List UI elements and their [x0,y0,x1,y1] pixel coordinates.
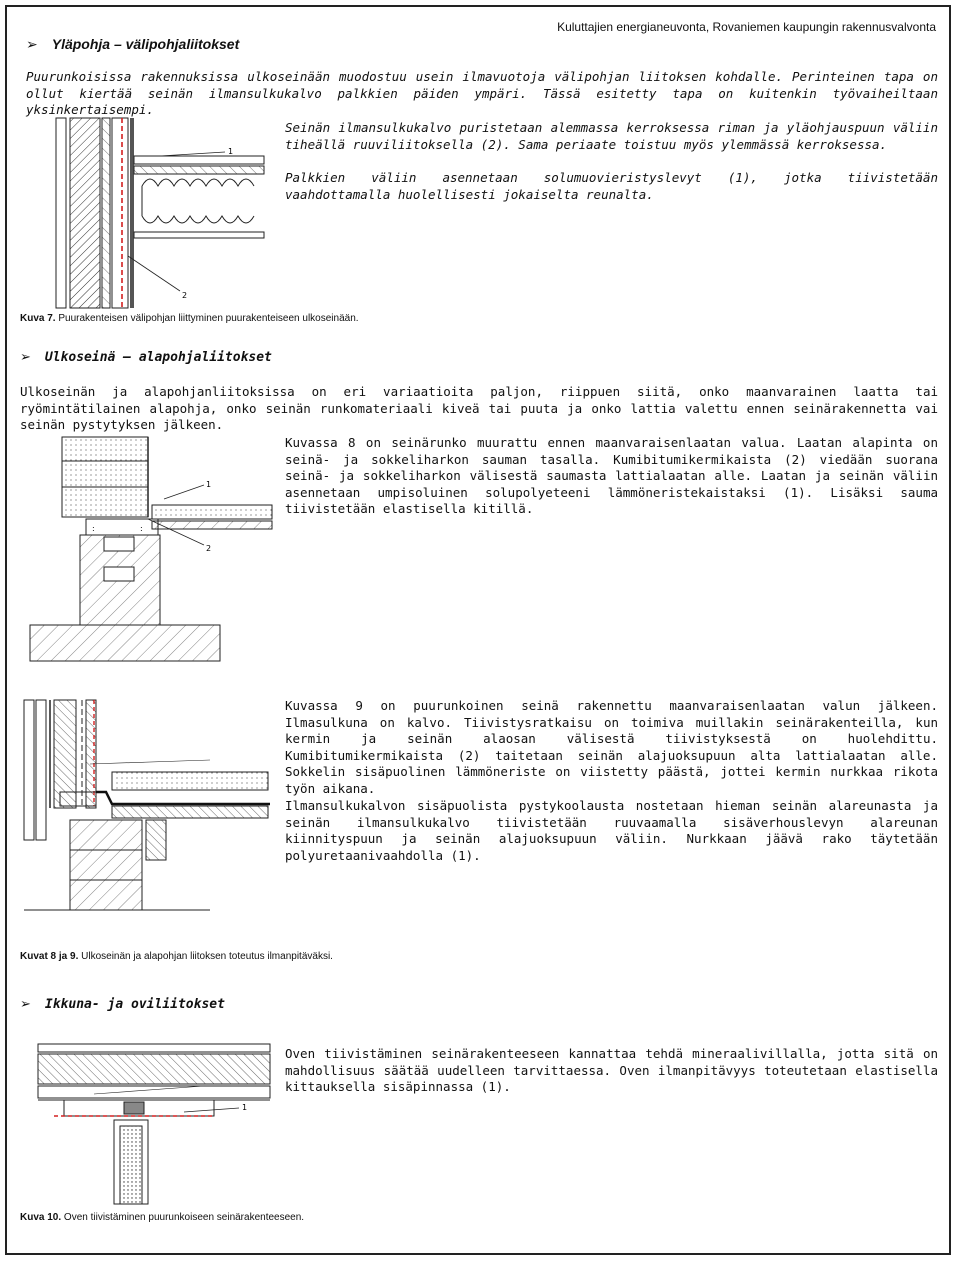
figure-7-caption [20,313,359,324]
figure-8-label-2: 2 [206,544,212,553]
figures-8-9-caption [20,951,333,962]
figure-9-drawing [20,696,270,942]
heading-text: Ikkuna- ja oviliitokset [44,997,225,1012]
caption-text: Ulkoseinän ja alapohjan liitoksen toteutus ilmanpitäväksi. [78,951,333,962]
figure-7-drawing [50,116,270,312]
caption-label: Kuvat 8 ja 9. [20,951,79,962]
figure-9-text-2: Ilmansulkukalvon sisäpuolista pystykoolausta nostetaan hieman seinän alareunasta ja seinän ilmansulkukalvo tiivistetään ruuvaamalla sisäverhouslevyn alareunan kiinnityspuun ja seinän alajuoksupuun väliin. Nurkkaan jäävä rako täytetään polyuretaanivaahdolla (1). [285,798,938,863]
section-heading-ikkuna-oviliitokset [20,997,225,1012]
heading-text: Yläpohja – välipohjaliitokset [51,36,240,52]
bullet-arrow-icon: ➢ [26,37,38,53]
svg-text::: : [92,524,95,533]
section-heading-ulkoseina-alapohja [20,350,272,365]
section-heading-ylapohja [26,36,239,53]
figure-7-text-1: Seinän ilmansulkukalvo puristetaan alemmassa kerroksessa riman ja yläohjauspuun väliin tiheällä ruuviliitoksella (2). Sama periaate toistuu myös ylemmässä kerroksessa. [285,120,938,152]
figure-10-drawing [34,1040,274,1208]
caption-text: Puurakenteisen välipohjan liittyminen puurakenteiseen ulkoseinään. [55,313,359,324]
caption-label: Kuva 10. [20,1212,62,1223]
figure-7-text-2: Palkkien väliin asennetaan solumuovieristyslevyt (1), jotka tiivistetään vaahdottamalla huolellisesti jokaiselta reunalta. [285,170,938,202]
figure-10-caption [20,1212,304,1223]
figure-7-label-1: 1 [228,147,234,156]
figure-9-text-1: Kuvassa 9 on puurunkoinen seinä rakennettu maanvaraisenlaatan valun jälkeen. Ilmasulkuna on kalvo. Tiivistysratkaisu on toimiva muillakin seinärakenteilla, kun kermin ja seinän alaosan välisestä tiivistyksestä on huolehdittu. Kumibitumikermikaista (2) taitetaan seinän alajuoksupuun alta lattialaatan alle. Sokkelin sisäpuolinen lämmöneriste on viistetty päästä, jottei kermin nurkkaa rikota työn aikana. [285,698,938,796]
heading-text: Ulkoseinä – alapohjaliitokset [44,350,272,365]
figure-8-label-1: 1 [206,480,212,489]
organization-header: Kuluttajien energianeuvonta, Rovaniemen kaupungin rakennusvalvonta [557,20,936,34]
intro-paragraph: Puurunkoisissa rakennuksissa ulkoseinään muodostuu usein ilmavuotoja välipohjan liitoksen kohdalle. Perinteinen tapa on ollut kiertää seinän ilmansulkukalvo palkkien päiden ympäri. Tässä esitetty tapa on kuitenkin työvaiheiltaan yksinkertaisempi. [26,69,938,117]
figure-8-drawing [24,433,274,668]
caption-label: Kuva 7. [20,313,56,324]
svg-text::: : [140,524,143,533]
figure-10-text: Oven tiivistäminen seinärakenteeseen kannattaa tehdä mineraalivillalla, jotta sitä on mahdollisuus säätää uudelleen tarvittaessa. Oven ilmanpitävyys toteutetaan elastisella kittauksella sisäpinnassa (1). [285,1046,938,1094]
bullet-arrow-icon: ➢ [20,350,31,365]
figure-10-label-1: 1 [242,1103,248,1112]
figure-8-text: Kuvassa 8 on seinärunko muurattu ennen maanvaraisenlaatan valua. Laatan alapinta on seinä- ja sokkeliharkon sauman tasalla. Kumibitumikermikaista (2) viedään suorana seinä- ja sokkeliharkon välisestä saumasta lattialaatan alle. Laatan ja seinän väliin asennetaan umpisoluinen solupolyeteeni lämmöneristekaistaksi (1). Lisäksi sauma tiivistetään elastisella kitillä. [285,435,938,516]
section-2-paragraph: Ulkoseinän ja alapohjanliitoksissa on eri variaatioita paljon, riippuen siitä, onko maanvarainen laatta tai ryömintätilainen alapohja, onko seinän runkomateriaali kiveä tai puuta ja onko lattia valettu ennen seinärakennetta vai seinän pystytyksen jälkeen. [20,384,938,432]
caption-text: Oven tiivistäminen puurunkoiseen seinärakenteeseen. [61,1212,305,1223]
figure-7-label-2: 2 [182,291,188,300]
bullet-arrow-icon: ➢ [20,997,31,1012]
